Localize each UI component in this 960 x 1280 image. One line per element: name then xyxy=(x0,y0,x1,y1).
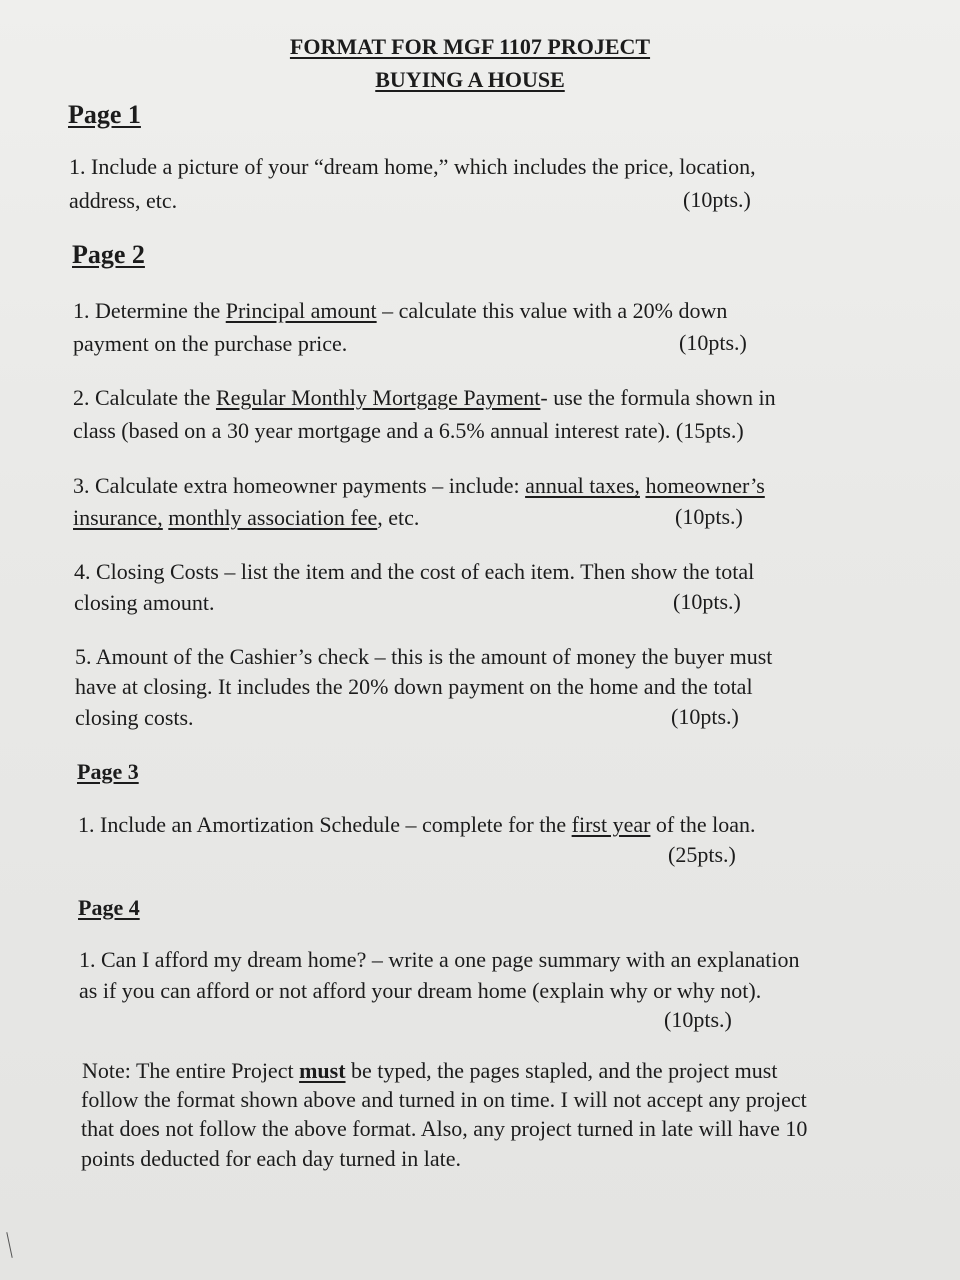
page2-item1-points: (10pts.) xyxy=(679,330,747,355)
page3-item1-line1: 1. Include an Amortization Schedule – complete for the first year of the loan. xyxy=(78,812,756,837)
homeowners-term: homeowner’s xyxy=(645,473,765,498)
page1-item1-line2: address, etc. xyxy=(69,188,178,213)
page1-item1-line1: 1. Include a picture of your “dream home,” which includes the price, location, xyxy=(69,154,756,179)
document-title: FORMAT FOR MGF 1107 PROJECT xyxy=(289,34,651,59)
page2-item3-line2: insurance, monthly association fee, etc. xyxy=(73,505,420,530)
page2-heading: Page 2 xyxy=(72,240,145,269)
note-line3: that does not follow the above format. Also, any project turned in late will have 10 xyxy=(81,1116,808,1141)
note-line1: Note: The entire Project must be typed, the pages stapled, and the project must xyxy=(82,1058,778,1083)
note-line4: points deducted for each day turned in late. xyxy=(81,1146,461,1171)
page2-item3-line1: 3. Calculate extra homeowner payments – include: annual taxes, homeowner’s xyxy=(73,473,765,498)
page2-item5-points: (10pts.) xyxy=(671,704,739,729)
page2-item5-line1: 5. Amount of the Cashier’s check – this is the amount of money the buyer must xyxy=(75,644,773,669)
page2-item2-line1: 2. Calculate the Regular Monthly Mortgage Payment- use the formula shown in xyxy=(73,385,776,410)
page4-item1-line1: 1. Can I afford my dream home? – write a one page summary with an explanation xyxy=(79,947,800,972)
page2-item4-points: (10pts.) xyxy=(673,589,741,614)
page2-item2-line2: class (based on a 30 year mortgage and a 6.5% annual interest rate). (15pts.) xyxy=(73,418,744,443)
page2-item5-line3: closing costs. xyxy=(75,705,194,730)
principal-amount-term: Principal amount xyxy=(225,298,377,323)
page2-item3-points: (10pts.) xyxy=(675,504,743,529)
page2-item4-line1: 4. Closing Costs – list the item and the cost of each item. Then show the total xyxy=(74,559,755,584)
page1-heading: Page 1 xyxy=(68,100,141,129)
stray-pen-mark xyxy=(6,1232,12,1258)
document-subtitle: BUYING A HOUSE xyxy=(375,67,565,92)
page1-item1-points: (10pts.) xyxy=(683,187,751,212)
insurance-term: insurance, xyxy=(73,505,163,530)
page3-item1-points: (25pts.) xyxy=(668,842,736,867)
annual-taxes-term: annual taxes, xyxy=(525,473,640,498)
association-fee-term: monthly association fee xyxy=(168,505,378,530)
page2-item1-line2: payment on the purchase price. xyxy=(73,331,348,356)
page2-item1-line1: 1. Determine the Principal amount – calculate this value with a 20% down xyxy=(73,298,728,323)
first-year-term: first year xyxy=(571,812,651,837)
page4-item1-points: (10pts.) xyxy=(664,1007,732,1032)
page4-item1-line2: as if you can afford or not afford your dream home (explain why or why not). xyxy=(79,978,762,1003)
must-emphasis: must xyxy=(299,1058,346,1083)
monthly-payment-term: Regular Monthly Mortgage Payment xyxy=(215,385,541,410)
page4-heading: Page 4 xyxy=(78,895,140,920)
page2-item5-line2: have at closing. It includes the 20% down payment on the home and the total xyxy=(75,674,753,699)
page3-heading: Page 3 xyxy=(77,759,139,784)
page2-item4-line2: closing amount. xyxy=(74,590,215,615)
note-line2: follow the format shown above and turned in on time. I will not accept any project xyxy=(81,1087,807,1112)
